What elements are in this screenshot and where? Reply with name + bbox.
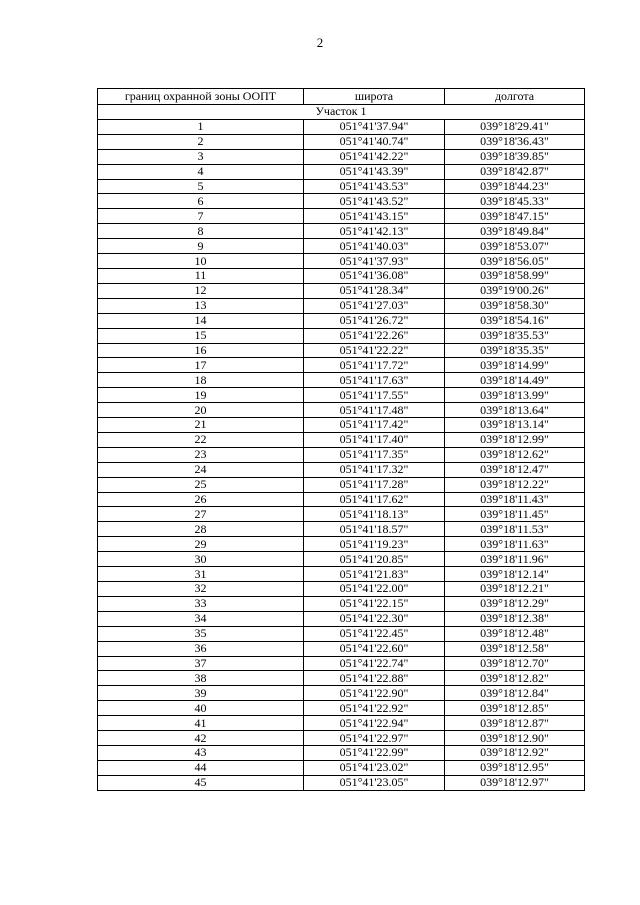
- section-row: [98, 105, 585, 120]
- longitude-cell: 039°18'12.95": [445, 760, 585, 775]
- table-header: [98, 89, 585, 105]
- table-row: [98, 164, 585, 179]
- point-number-cell: 13: [98, 298, 304, 313]
- point-number-cell: 8: [98, 224, 304, 239]
- longitude-cell: 039°18'39.85": [445, 149, 585, 164]
- table-row: [98, 716, 585, 731]
- longitude-cell: 039°19'00.26": [445, 283, 585, 298]
- point-number-cell: 3: [98, 149, 304, 164]
- longitude-cell: 039°18'29.41": [445, 119, 585, 134]
- table-row: [98, 388, 585, 403]
- point-number-cell: 31: [98, 567, 304, 582]
- table-row: [98, 373, 585, 388]
- point-number-cell: 20: [98, 403, 304, 418]
- longitude-cell: 039°18'12.62": [445, 447, 585, 462]
- point-number-cell: 16: [98, 343, 304, 358]
- longitude-cell: 039°18'12.48": [445, 626, 585, 641]
- point-number-cell: 7: [98, 209, 304, 224]
- latitude-cell: 051°41'19.23": [304, 537, 445, 552]
- point-number-cell: 4: [98, 164, 304, 179]
- table-row: [98, 731, 585, 746]
- longitude-cell: 039°18'13.99": [445, 388, 585, 403]
- table-row: [98, 268, 585, 283]
- point-number-cell: 11: [98, 268, 304, 283]
- table-row: [98, 254, 585, 269]
- table-row: [98, 775, 585, 790]
- table-row: [98, 149, 585, 164]
- longitude-cell: 039°18'56.05": [445, 254, 585, 269]
- latitude-cell: 051°41'17.62": [304, 492, 445, 507]
- latitude-cell: 051°41'23.05": [304, 775, 445, 790]
- latitude-cell: 051°41'28.34": [304, 283, 445, 298]
- longitude-cell: 039°18'42.87": [445, 164, 585, 179]
- latitude-cell: 051°41'22.88": [304, 671, 445, 686]
- table-row: [98, 686, 585, 701]
- latitude-cell: 051°41'36.08": [304, 268, 445, 283]
- point-number-cell: 21: [98, 418, 304, 433]
- latitude-cell: 051°41'27.03": [304, 298, 445, 313]
- latitude-cell: 051°41'40.74": [304, 134, 445, 149]
- longitude-cell: 039°18'45.33": [445, 194, 585, 209]
- latitude-cell: 051°41'22.90": [304, 686, 445, 701]
- table-row: [98, 418, 585, 433]
- latitude-cell: 051°41'43.39": [304, 164, 445, 179]
- point-number-cell: 29: [98, 537, 304, 552]
- latitude-cell: 051°41'22.94": [304, 716, 445, 731]
- table-row: [98, 671, 585, 686]
- point-number-cell: 25: [98, 477, 304, 492]
- latitude-cell: 051°41'21.83": [304, 567, 445, 582]
- table-row: [98, 462, 585, 477]
- longitude-cell: 039°18'12.47": [445, 462, 585, 477]
- table-row: [98, 552, 585, 567]
- longitude-cell: 039°18'53.07": [445, 239, 585, 254]
- point-number-cell: 39: [98, 686, 304, 701]
- table-row: [98, 537, 585, 552]
- latitude-cell: 051°41'17.48": [304, 403, 445, 418]
- longitude-cell: 039°18'14.49": [445, 373, 585, 388]
- table-row: [98, 134, 585, 149]
- table-row: [98, 477, 585, 492]
- latitude-cell: 051°41'42.13": [304, 224, 445, 239]
- point-number-cell: 36: [98, 641, 304, 656]
- longitude-cell: 039°18'14.99": [445, 358, 585, 373]
- table-row: [98, 179, 585, 194]
- point-number-cell: 14: [98, 313, 304, 328]
- latitude-cell: 051°41'40.03": [304, 239, 445, 254]
- point-number-cell: 42: [98, 731, 304, 746]
- latitude-cell: 051°41'18.13": [304, 507, 445, 522]
- table-body: [98, 105, 585, 791]
- section-title: Участок 1: [98, 105, 585, 120]
- longitude-cell: 039°18'12.97": [445, 775, 585, 790]
- latitude-cell: 051°41'22.99": [304, 745, 445, 760]
- latitude-cell: 051°41'42.22": [304, 149, 445, 164]
- table-row: [98, 239, 585, 254]
- longitude-cell: 039°18'12.85": [445, 701, 585, 716]
- coordinates-table: [97, 88, 585, 791]
- table-row: [98, 313, 585, 328]
- latitude-cell: 051°41'17.72": [304, 358, 445, 373]
- point-number-cell: 2: [98, 134, 304, 149]
- table-row: [98, 432, 585, 447]
- point-number-cell: 10: [98, 254, 304, 269]
- header-row: [98, 89, 585, 105]
- latitude-cell: 051°41'37.93": [304, 254, 445, 269]
- latitude-cell: 051°41'23.02": [304, 760, 445, 775]
- longitude-cell: 039°18'11.63": [445, 537, 585, 552]
- longitude-cell: 039°18'58.30": [445, 298, 585, 313]
- point-number-cell: 33: [98, 596, 304, 611]
- longitude-cell: 039°18'11.53": [445, 522, 585, 537]
- longitude-cell: 039°18'35.53": [445, 328, 585, 343]
- longitude-cell: 039°18'12.87": [445, 716, 585, 731]
- point-number-cell: 23: [98, 447, 304, 462]
- table-row: [98, 507, 585, 522]
- latitude-cell: 051°41'17.55": [304, 388, 445, 403]
- longitude-cell: 039°18'44.23": [445, 179, 585, 194]
- point-number-cell: 6: [98, 194, 304, 209]
- point-number-cell: 17: [98, 358, 304, 373]
- longitude-cell: 039°18'58.99": [445, 268, 585, 283]
- latitude-cell: 051°41'22.97": [304, 731, 445, 746]
- latitude-cell: 051°41'43.53": [304, 179, 445, 194]
- table-row: [98, 209, 585, 224]
- table-row: [98, 447, 585, 462]
- table-row: [98, 194, 585, 209]
- point-number-cell: 34: [98, 611, 304, 626]
- longitude-cell: 039°18'11.43": [445, 492, 585, 507]
- latitude-cell: 051°41'43.52": [304, 194, 445, 209]
- latitude-cell: 051°41'22.22": [304, 343, 445, 358]
- longitude-cell: 039°18'11.45": [445, 507, 585, 522]
- longitude-cell: 039°18'47.15": [445, 209, 585, 224]
- point-number-cell: 27: [98, 507, 304, 522]
- longitude-cell: 039°18'49.84": [445, 224, 585, 239]
- point-number-cell: 45: [98, 775, 304, 790]
- point-number-cell: 26: [98, 492, 304, 507]
- point-number-cell: 15: [98, 328, 304, 343]
- latitude-cell: 051°41'22.15": [304, 596, 445, 611]
- header-boundary-points: границ охранной зоны ООПТ: [98, 89, 304, 105]
- latitude-cell: 051°41'43.15": [304, 209, 445, 224]
- latitude-cell: 051°41'20.85": [304, 552, 445, 567]
- latitude-cell: 051°41'22.92": [304, 701, 445, 716]
- table-row: [98, 745, 585, 760]
- point-number-cell: 19: [98, 388, 304, 403]
- latitude-cell: 051°41'17.32": [304, 462, 445, 477]
- latitude-cell: 051°41'22.74": [304, 656, 445, 671]
- longitude-cell: 039°18'12.14": [445, 567, 585, 582]
- latitude-cell: 051°41'22.30": [304, 611, 445, 626]
- longitude-cell: 039°18'12.21": [445, 582, 585, 597]
- longitude-cell: 039°18'12.58": [445, 641, 585, 656]
- longitude-cell: 039°18'36.43": [445, 134, 585, 149]
- table-row: [98, 760, 585, 775]
- table-row: [98, 522, 585, 537]
- point-number-cell: 12: [98, 283, 304, 298]
- latitude-cell: 051°41'22.00": [304, 582, 445, 597]
- longitude-cell: 039°18'13.14": [445, 418, 585, 433]
- table-row: [98, 283, 585, 298]
- latitude-cell: 051°41'22.60": [304, 641, 445, 656]
- point-number-cell: 22: [98, 432, 304, 447]
- longitude-cell: 039°18'12.82": [445, 671, 585, 686]
- latitude-cell: 051°41'17.63": [304, 373, 445, 388]
- table-row: [98, 358, 585, 373]
- point-number-cell: 32: [98, 582, 304, 597]
- longitude-cell: 039°18'12.90": [445, 731, 585, 746]
- longitude-cell: 039°18'12.92": [445, 745, 585, 760]
- longitude-cell: 039°18'12.38": [445, 611, 585, 626]
- latitude-cell: 051°41'17.35": [304, 447, 445, 462]
- longitude-cell: 039°18'13.64": [445, 403, 585, 418]
- page-number: 2: [316, 35, 324, 50]
- point-number-cell: 24: [98, 462, 304, 477]
- point-number-cell: 37: [98, 656, 304, 671]
- point-number-cell: 28: [98, 522, 304, 537]
- table-row: [98, 701, 585, 716]
- latitude-cell: 051°41'22.45": [304, 626, 445, 641]
- latitude-cell: 051°41'17.42": [304, 418, 445, 433]
- table-row: [98, 641, 585, 656]
- point-number-cell: 40: [98, 701, 304, 716]
- point-number-cell: 44: [98, 760, 304, 775]
- point-number-cell: 18: [98, 373, 304, 388]
- table-row: [98, 328, 585, 343]
- latitude-cell: 051°41'17.28": [304, 477, 445, 492]
- table-row: [98, 656, 585, 671]
- longitude-cell: 039°18'12.29": [445, 596, 585, 611]
- longitude-cell: 039°18'11.96": [445, 552, 585, 567]
- header-longitude: долгота: [445, 89, 585, 105]
- table-row: [98, 567, 585, 582]
- table-row: [98, 224, 585, 239]
- longitude-cell: 039°18'54.16": [445, 313, 585, 328]
- longitude-cell: 039°18'35.35": [445, 343, 585, 358]
- table-row: [98, 611, 585, 626]
- table-row: [98, 119, 585, 134]
- table-row: [98, 298, 585, 313]
- table-row: [98, 403, 585, 418]
- point-number-cell: 30: [98, 552, 304, 567]
- header-latitude: широта: [304, 89, 445, 105]
- table-row: [98, 343, 585, 358]
- latitude-cell: 051°41'37.94": [304, 119, 445, 134]
- point-number-cell: 5: [98, 179, 304, 194]
- point-number-cell: 9: [98, 239, 304, 254]
- table-row: [98, 492, 585, 507]
- point-number-cell: 1: [98, 119, 304, 134]
- latitude-cell: 051°41'18.57": [304, 522, 445, 537]
- latitude-cell: 051°41'22.26": [304, 328, 445, 343]
- longitude-cell: 039°18'12.99": [445, 432, 585, 447]
- table-row: [98, 626, 585, 641]
- point-number-cell: 43: [98, 745, 304, 760]
- table-row: [98, 582, 585, 597]
- point-number-cell: 35: [98, 626, 304, 641]
- latitude-cell: 051°41'26.72": [304, 313, 445, 328]
- point-number-cell: 38: [98, 671, 304, 686]
- table-row: [98, 596, 585, 611]
- longitude-cell: 039°18'12.84": [445, 686, 585, 701]
- point-number-cell: 41: [98, 716, 304, 731]
- longitude-cell: 039°18'12.22": [445, 477, 585, 492]
- longitude-cell: 039°18'12.70": [445, 656, 585, 671]
- latitude-cell: 051°41'17.40": [304, 432, 445, 447]
